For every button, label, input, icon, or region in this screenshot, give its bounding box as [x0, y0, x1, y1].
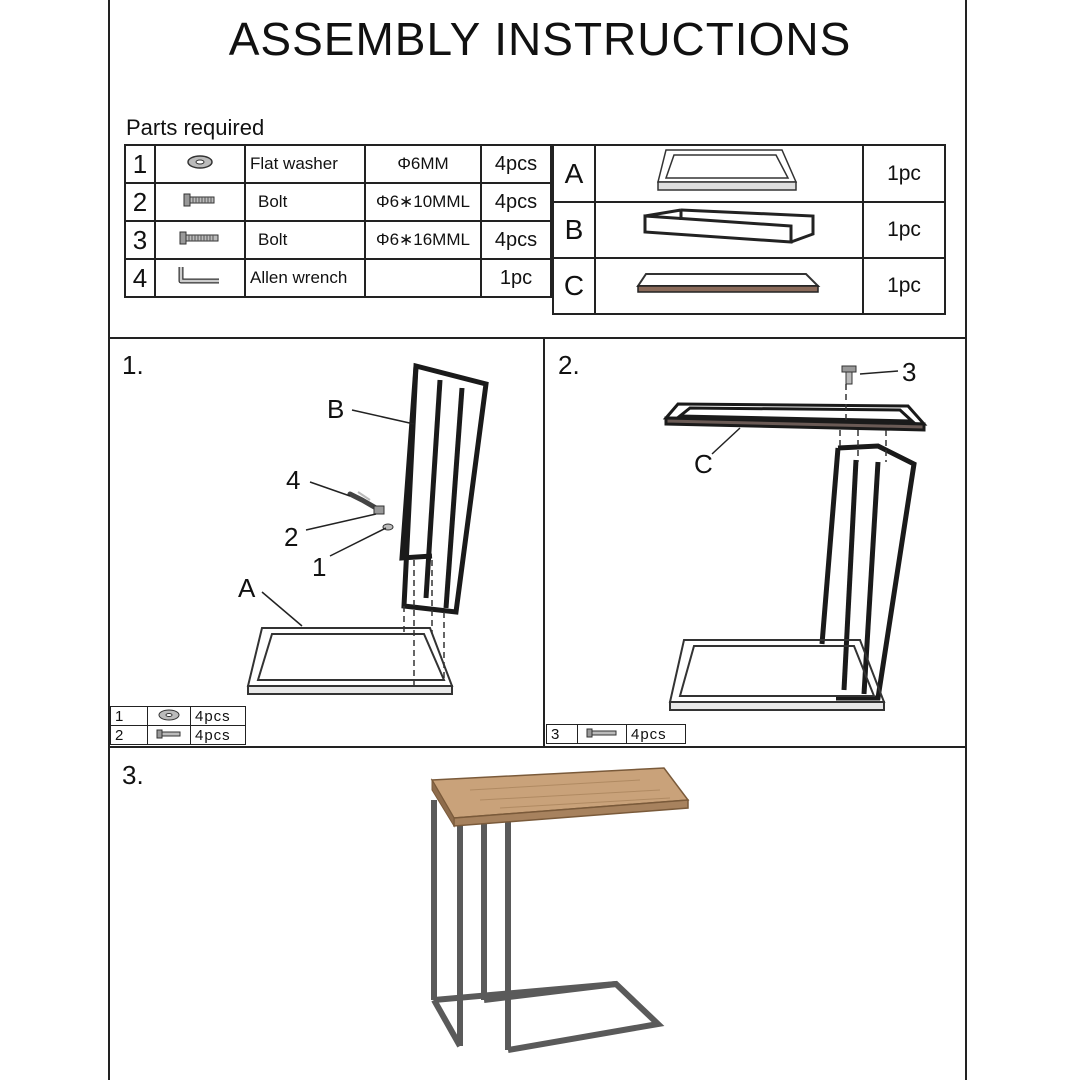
label-b: B: [327, 394, 345, 424]
label-3: 3: [902, 357, 917, 387]
part-name: Bolt: [245, 221, 365, 259]
component-quantity: 1pc: [863, 145, 945, 202]
hardware-quantity: 4pcs: [627, 725, 686, 744]
component-quantity: 1pc: [863, 258, 945, 314]
component-letter: C: [553, 258, 595, 314]
hardware-quantity: 4pcs: [191, 707, 246, 726]
part-quantity: 4pcs: [481, 145, 551, 183]
component-letter: A: [553, 145, 595, 202]
part-number: 1: [125, 145, 155, 183]
step-1-number: 1.: [122, 350, 144, 380]
part-spec: Φ6MM: [365, 145, 481, 183]
part-spec: Φ6∗10MML: [365, 183, 481, 221]
label-c: C: [694, 449, 713, 479]
part-name: Allen wrench: [245, 259, 365, 297]
part-quantity: 4pcs: [481, 183, 551, 221]
part-number: 4: [125, 259, 155, 297]
component-letter: B: [553, 202, 595, 258]
part-spec: Φ6∗16MML: [365, 221, 481, 259]
component-quantity: 1pc: [863, 202, 945, 258]
page-title: ASSEMBLY INSTRUCTIONS: [228, 13, 852, 65]
label-2: 2: [284, 522, 299, 552]
part-quantity: 4pcs: [481, 221, 551, 259]
hardware-number: 3: [547, 725, 578, 744]
step-2-number: 2.: [558, 350, 580, 380]
part-quantity: 1pc: [481, 259, 551, 297]
part-name: Bolt: [245, 183, 365, 221]
wooden-tabletop: [432, 768, 688, 826]
hardware-quantity: 4pcs: [191, 726, 246, 745]
label-a: A: [238, 573, 256, 603]
hardware-number: 2: [111, 726, 148, 745]
label-1: 1: [312, 552, 327, 582]
hardware-number: 1: [111, 707, 148, 726]
part-number: 3: [125, 221, 155, 259]
metal-frame: [434, 800, 658, 1050]
label-4: 4: [286, 465, 301, 495]
part-name: Flat washer: [245, 145, 365, 183]
part-number: 2: [125, 183, 155, 221]
step-3-number: 3.: [122, 760, 144, 790]
parts-required-label: Parts required: [126, 115, 265, 140]
